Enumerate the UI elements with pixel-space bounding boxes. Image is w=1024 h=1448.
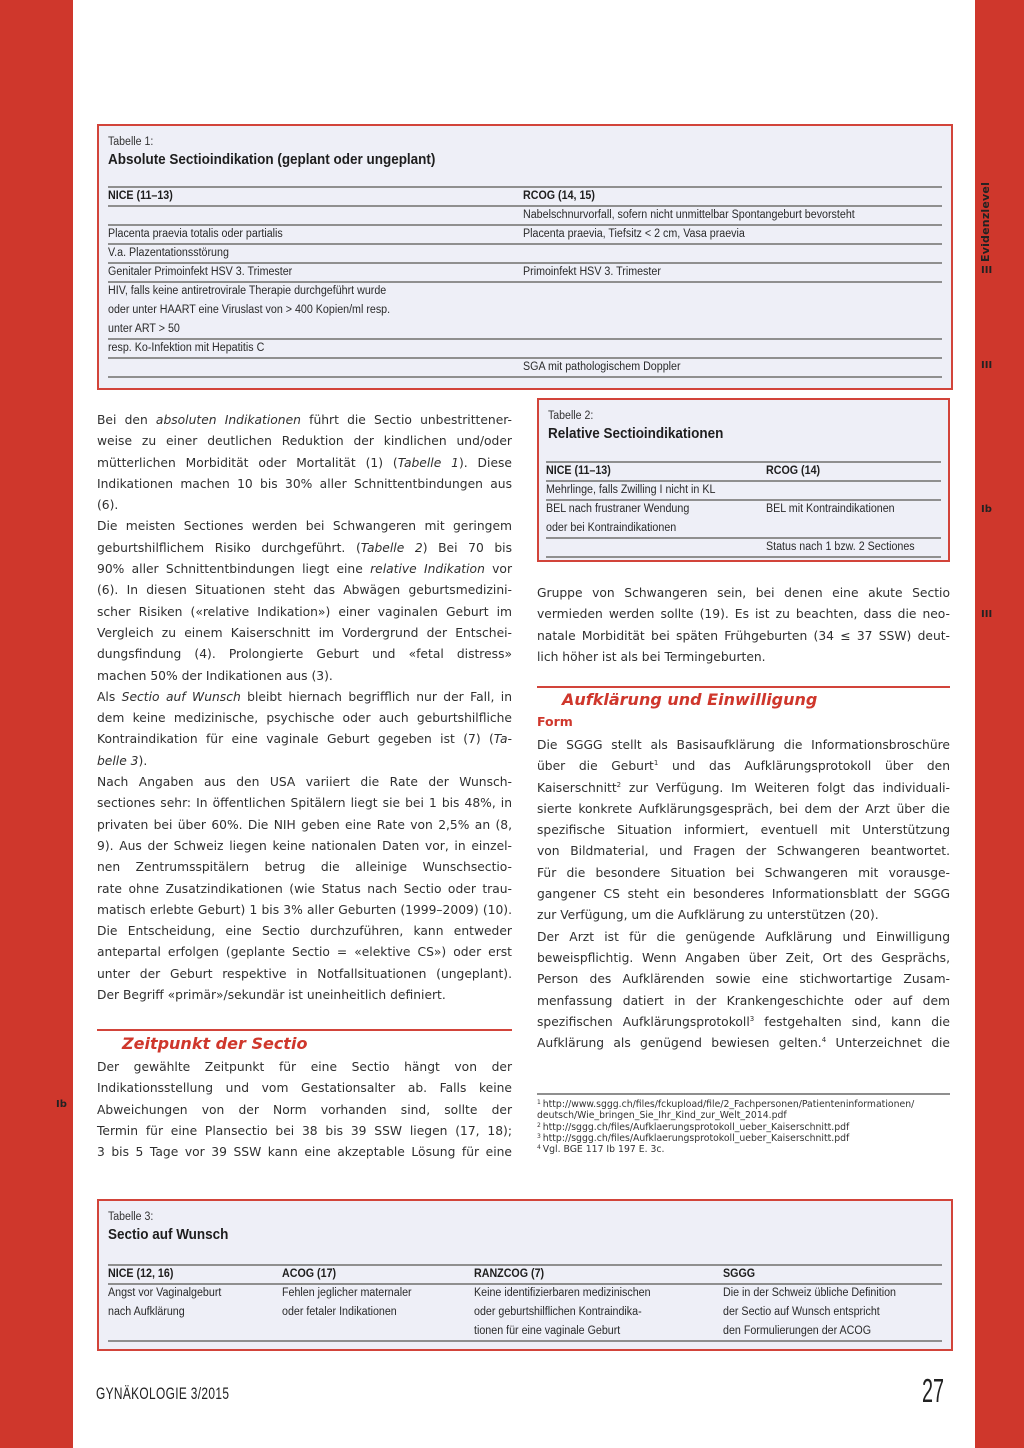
table-grid [108,186,942,386]
text-line: (6). In diesen Situationen steht das Abwägen geburtsmedizini- [97,583,512,598]
text-line: Der Begriff «primär»/sekundär ist uneinheitlich definiert. [97,988,446,1003]
table-3 [97,1199,953,1351]
table-label: Tabelle 3: [108,1211,154,1223]
footnote-number: 2 [537,1121,543,1129]
footnote-text: http://sggg.ch/files/Aufklaerungsprotokoll_ueber_Kaiserschnitt.pdf [542,1121,850,1133]
text-line: weise zu einer deutlichen Reduktion der kindlichen und/oder [97,434,512,449]
text-line: geburtshilflichem Risiko durchgeführt. (Tabelle 2) Bei 70 bis [97,540,512,555]
section-body-text [537,735,950,1054]
table-cell: Genitaler Primoinfekt HSV 3. Trimester [108,266,293,278]
footnote [537,1133,957,1144]
text-line: dem keine medizinische, psychische oder auch geburtshilfliche [97,711,512,726]
text-line: über die Geburt$^1$ und das Aufklärungsprotokoll über den [537,759,950,774]
text-line: zur Verfügung, um die Aufklärung zu unterstützen (20). [537,908,879,923]
text-line: mütterlichen Morbidität oder Mortalität (1) (Tabelle 1). Diese [97,455,512,470]
footnote-number: 1 [537,1099,543,1106]
footnote-number: 3 [537,1132,543,1140]
evidence-level-heading [977,172,997,262]
text-line: gangener CS steht ein besonderes Informationsblatt der SGGG [537,887,950,902]
footnote [537,1122,957,1133]
table-cell: SGA mit pathologischem Doppler [523,361,681,373]
table-rule [108,1340,942,1342]
table-cell: Keine identifizierbaren medizinischen [474,1287,651,1299]
footnote-text: Vgl. BGE 117 Ib 197 E. 3c. [542,1144,665,1156]
text-line: Die Entscheidung, eine Sectio durchzuführen, kann entweder [97,924,512,939]
table-cell: Placenta praevia totalis oder partialis [108,228,283,240]
text-line: menfassung datiert in der Krankengeschichte oder auf dem [537,993,950,1008]
text-line: belle 3). [97,753,148,768]
table-cell: Die in der Schweiz übliche Definition [723,1287,896,1299]
footnote-number: 4 [537,1144,543,1152]
table-rule [546,556,941,558]
text-line: Kontraindikation für eine vaginale Geburt gegeben ist (7) (Ta- [97,732,512,747]
subsection-title: Form [537,714,573,729]
table-cell: V.a. Plazentationsstörung [108,247,229,259]
footnote-text: http://sggg.ch/files/Aufklaerungsprotokoll_ueber_Kaiserschnitt.pdf [542,1132,850,1144]
page-number: 27 [922,1372,945,1409]
text-line: Die meisten Sectiones werden bei Schwangeren mit geringem [97,519,512,534]
table-grid [108,1264,942,1354]
footnote [537,1110,957,1121]
footnote [537,1144,957,1155]
text-line: Bei den absoluten Indikationen führt die Sectio unbestrittener- [97,413,512,427]
table-label: Tabelle 2: [548,410,594,422]
table-cell: Fehlen jeglicher maternaler [282,1287,412,1299]
table-cell: Mehrlinge, falls Zwilling I nicht in KL [546,484,716,496]
text-line: Der gewählte Zeitpunkt für eine Sectio hängt von der [97,1060,512,1074]
table-title: Sectio auf Wunsch [108,1227,229,1243]
section-body-text [97,1057,512,1163]
text-line: unter der Geburt respektive in Notfallsituationen (ungeplant). [97,966,512,981]
text-line: Kaiserschnitt$^2$ zur Verfügung. Im Weiteren folgt das individuali- [537,780,950,795]
table-cell: Status nach 1 bzw. 2 Sectiones [766,541,915,553]
table-header-cell: SGGG [723,1268,756,1280]
evidence-level-marker: Ib [56,1099,67,1110]
table-cell: unter ART > 50 [108,323,180,335]
table-header-cell: RCOG (14, 15) [523,190,595,202]
text-line: Gruppe von Schwangeren sein, bei denen eine akute Sectio [537,586,950,600]
journal-name: GYNÄKOLOGIE 3/2015 [96,1384,230,1403]
table-cell: oder geburtshilflichen Kontraindika- [474,1306,642,1318]
table-cell: oder bei Kontraindikationen [546,522,677,534]
section-divider [97,1029,512,1031]
table-header-cell: NICE (11–13) [546,465,611,477]
evidence-level-marker: III [981,609,993,620]
table-header-cell: NICE (12, 16) [108,1268,174,1280]
text-line: (6). [97,498,119,513]
table-cell: BEL mit Kontraindikationen [766,503,895,515]
table-cell: den Formulierungen der ACOG [723,1325,872,1337]
text-line: Termin für eine Plansectio bei 38 bis 39 SSW liegen (17, 18); [97,1123,512,1138]
text-line: scher Risiken («relative Indikation») einer vaginalen Geburt im [97,604,512,619]
table-cell: tionen für eine vaginale Geburt [474,1325,621,1337]
footnote-divider [537,1093,950,1095]
section-divider [537,686,950,688]
text-line: Vergleich zu einem Kaiserschnitt im Vordergrund der Entschei- [97,625,512,640]
text-line: Person des Aufklärenden sowie eine stichwortartige Zusam- [537,972,950,987]
table-header-cell: RCOG (14) [766,465,821,477]
text-line: Abweichungen von der Norm vorhanden sind, sollte der [97,1102,512,1117]
table-header-cell: NICE (11–13) [108,190,173,202]
text-line: Der Arzt ist für die genügende Aufklärung und Einwilligung [537,929,950,944]
text-line: lich höher ist als bei Termingeburten. [537,649,766,664]
text-line: sectiones sehr: In öffentlichen Spitälern liegt sie bei 1 bis 48%, in [97,796,512,811]
table-2 [537,398,950,562]
text-line: matisch erlebte Geburt) 1 bis 3% aller Geburten (1999–2009) (10). [97,902,512,917]
footnote [537,1099,957,1110]
text-line: 3 bis 5 Tage vor 39 SSW kann eine akzeptable Lösung für eine [97,1145,512,1160]
table-cell: Nabelschnurvorfall, sofern nicht unmittelbar Spontangeburt bevorsteht [523,209,855,221]
text-line: natale Morbidität bei späten Frühgeburten (34 ≤ 37 SSW) deut- [537,628,950,643]
text-line: dungsfindung (4). Prolongierte Geburt und «fetal distress» [97,647,512,662]
table-cell: der Sectio auf Wunsch entspricht [723,1306,880,1318]
table-title: Relative Sectioindikationen [548,426,724,442]
footnote-text: deutsch/Wie_bringen_Sie_Ihr_Kind_zur_Welt_2014.pdf [537,1110,787,1122]
text-line: beweispflichtig. Wenn Angaben über Zeit, Ort des Gesprächs, [537,950,950,965]
text-line: Indikationsstellung und vom Gestationsalter ab. Falls keine [97,1081,512,1096]
table-title: Absolute Sectioindikation (geplant oder ungeplant) [108,152,436,168]
text-line: 90% aller Schnittentbindungen liegt eine relative Indikation vor [97,562,513,577]
section-title: Zeitpunkt der Sectio [122,1034,308,1053]
text-line: privaten bei über 60%. Die NIH geben eine Rate von 2,5% an (8, [97,817,512,832]
footnotes [537,1099,957,1155]
evidence-level-heading-text: Evidenzlevel [979,181,992,262]
text-line: Als Sectio auf Wunsch bleibt hiernach begrifflich nur der Fall, in [97,689,512,704]
left-column-text [97,410,512,1006]
text-line: Indikationen machen 10 bis 30% aller Schnittentbindungen aus [97,476,512,491]
table-header-cell: ACOG (17) [282,1268,337,1280]
text-line: machen 50% der Indikationen aus (3). [97,668,333,683]
text-line: spezifische Situation informiert, eventuell mit Unterstützung [537,823,950,838]
table-cell: resp. Ko-Infektion mit Hepatitis C [108,342,265,354]
table-grid [546,461,941,561]
table-cell: BEL nach frustraner Wendung [546,503,690,515]
table-cell: nach Aufklärung [108,1306,185,1318]
text-line: Nach Angaben aus den USA variiert die Rate der Wunsch- [97,775,512,790]
text-line: Aufklärung als genügend bewiesen gelten.$^4$ Unterzeichnet die [537,1036,950,1051]
section-title: Aufklärung und Einwilligung [562,690,818,709]
left-margin-bar [0,0,73,1448]
table-cell: Primoinfekt HSV 3. Trimester [523,266,661,278]
table-cell: HIV, falls keine antiretrovirale Therapie durchgeführt wurde [108,285,387,297]
table-cell: Angst vor Vaginalgeburt [108,1287,222,1299]
table-cell: Placenta praevia, Tiefsitz < 2 cm, Vasa praevia [523,228,745,240]
table-label: Tabelle 1: [108,136,154,148]
text-line: vermieden werden sollte (19). Es ist zu beachten, dass die neo- [537,607,950,622]
table-rule [108,376,942,378]
table-rule [108,243,942,245]
text-line: von Bildmaterial, und Fragen der Schwangeren beantwortet. [537,844,950,859]
evidence-level-marker: III [981,360,993,371]
footnote-text: http://www.sggg.ch/files/fckupload/file/2_Fachpersonen/Patienteninformationen/ [542,1099,915,1110]
table-cell: oder unter HAART eine Viruslast von > 400 Kopien/ml resp. [108,304,391,316]
text-line: antepartal erfolgen (geplante Sectio = «elektive CS») oder erst [97,945,512,960]
text-line: 9). Aus der Schweiz liegen keine nationalen Daten vor, in einzel- [97,838,512,853]
table-1 [97,124,953,390]
text-line: Für die besondere Situation bei Schwangeren mit vorausge- [537,865,950,880]
text-line: sierte konkrete Aufklärungsgespräch, bei dem der Arzt über die [537,801,950,816]
right-column-text [537,583,950,668]
text-line: spezifischen Aufklärungsprotokoll$^3$ festgehalten sind, kann die [537,1014,950,1029]
text-line: Die SGGG stellt als Basisaufklärung die Informationsbroschüre [537,738,950,752]
evidence-level-marker: Ib [981,504,992,515]
table-header-cell: RANZCOG (7) [474,1268,545,1280]
text-line: nen Zentrumsspitälern betrug die alleinige Wunschsectio- [97,860,512,875]
evidence-level-marker: III [981,265,993,276]
text-line: rate ohne Zusatzindikationen (wie Status nach Sectio oder trau- [97,881,512,896]
table-cell: oder fetaler Indikationen [282,1306,397,1318]
